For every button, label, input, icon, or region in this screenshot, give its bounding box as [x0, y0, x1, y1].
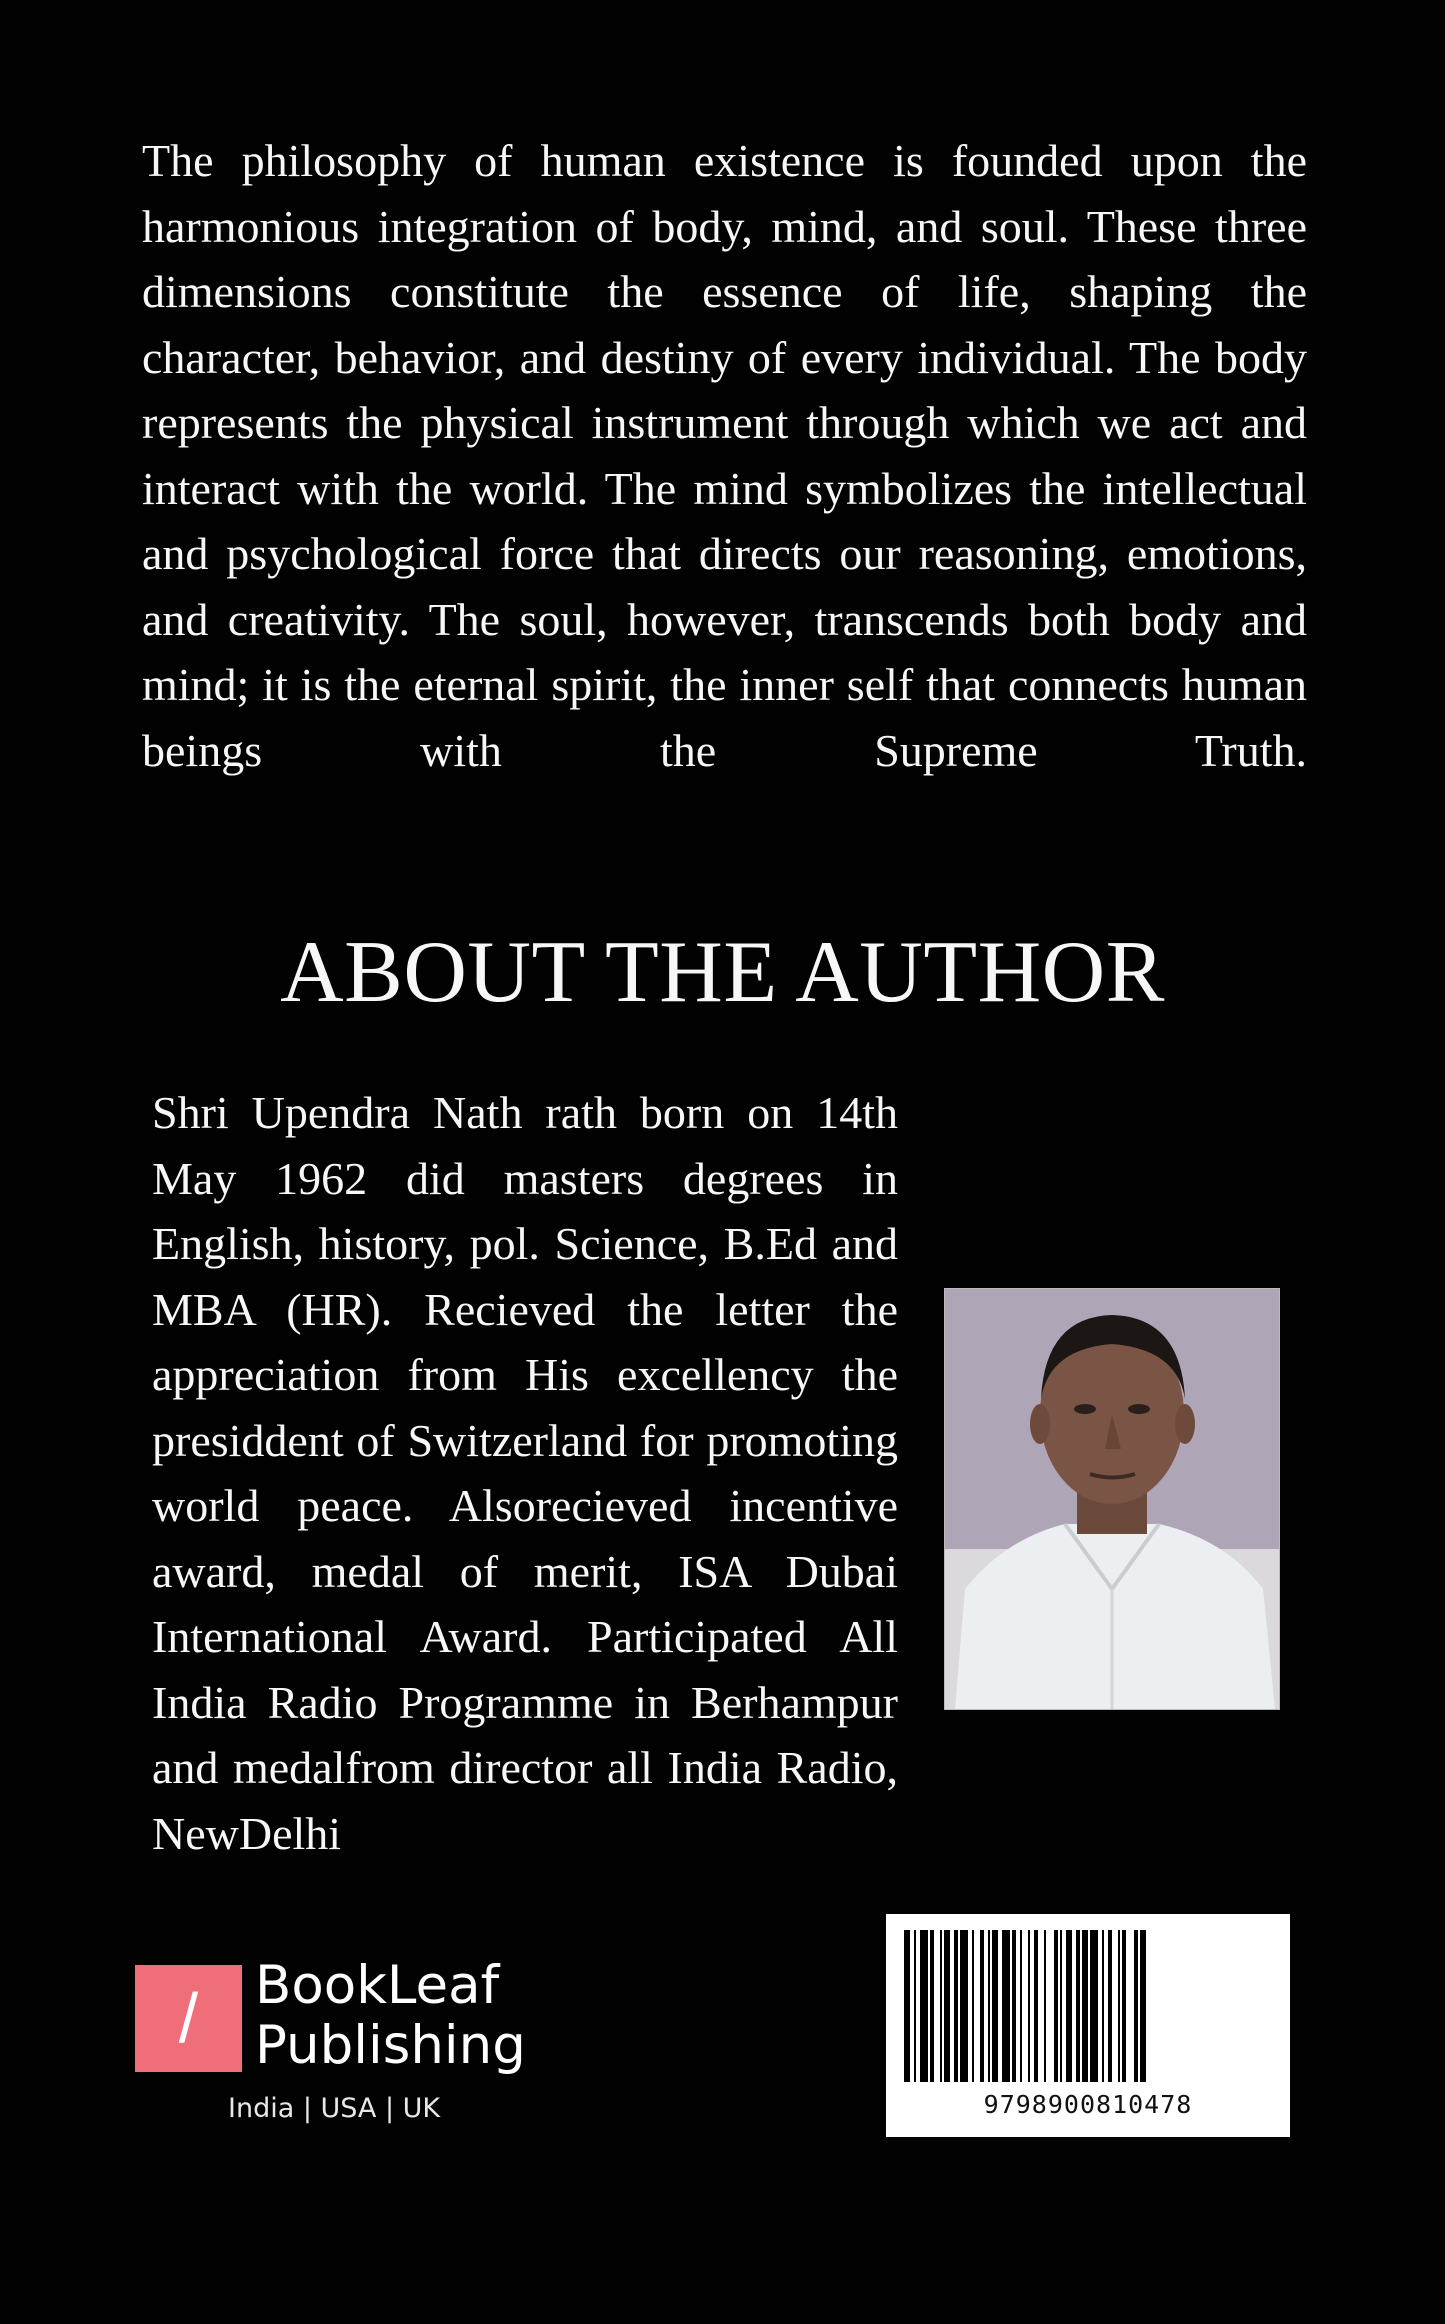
barcode-icon	[904, 1930, 1272, 2082]
isbn-barcode	[886, 1914, 1290, 2137]
barcode-number: 9798900810478	[983, 2090, 1193, 2119]
publisher-name-line2: Publishing	[255, 2015, 526, 2076]
author-bio: Shri Upendra Nath rath born on 14th May 1962 did masters degrees in English, history, pol. Science, B.Ed and MBA (HR). Recieved the letter the appreciation from His excellency the presiddent of Switzerland for promoting world peace. Alsorecieved incentive award, medal of merit, ISA Dubai International Award. Participated All India Radio Programme in Berhampur and medalfrom director all India Radio, NewDelhi	[152, 1087, 898, 1859]
publisher-name	[255, 1956, 526, 2076]
about-author-heading: ABOUT THE AUTHOR	[280, 924, 1165, 1021]
back-cover-blurb: The philosophy of human existence is founded upon the harmonious integration of body, mind, and soul. These three dimensions constitute the essence of life, shaping the character, behavior, and destiny of every individual. The body represents the physical instrument through which we act and interact with the world. The mind symbolizes the intellectual and psychological force that directs our reasoning, emotions, and creativity. The soul, however, transcends both body and mind; it is the eternal spirit, the inner self that connects human beings with the Supreme Truth.	[142, 135, 1307, 776]
logo-slash-icon: /	[178, 1979, 199, 2057]
publisher-name-line1: BookLeaf	[255, 1955, 500, 2016]
publisher-locations: India | USA | UK	[228, 2093, 441, 2124]
bookleaf-logo	[135, 1965, 242, 2072]
author-photo	[944, 1288, 1280, 1710]
